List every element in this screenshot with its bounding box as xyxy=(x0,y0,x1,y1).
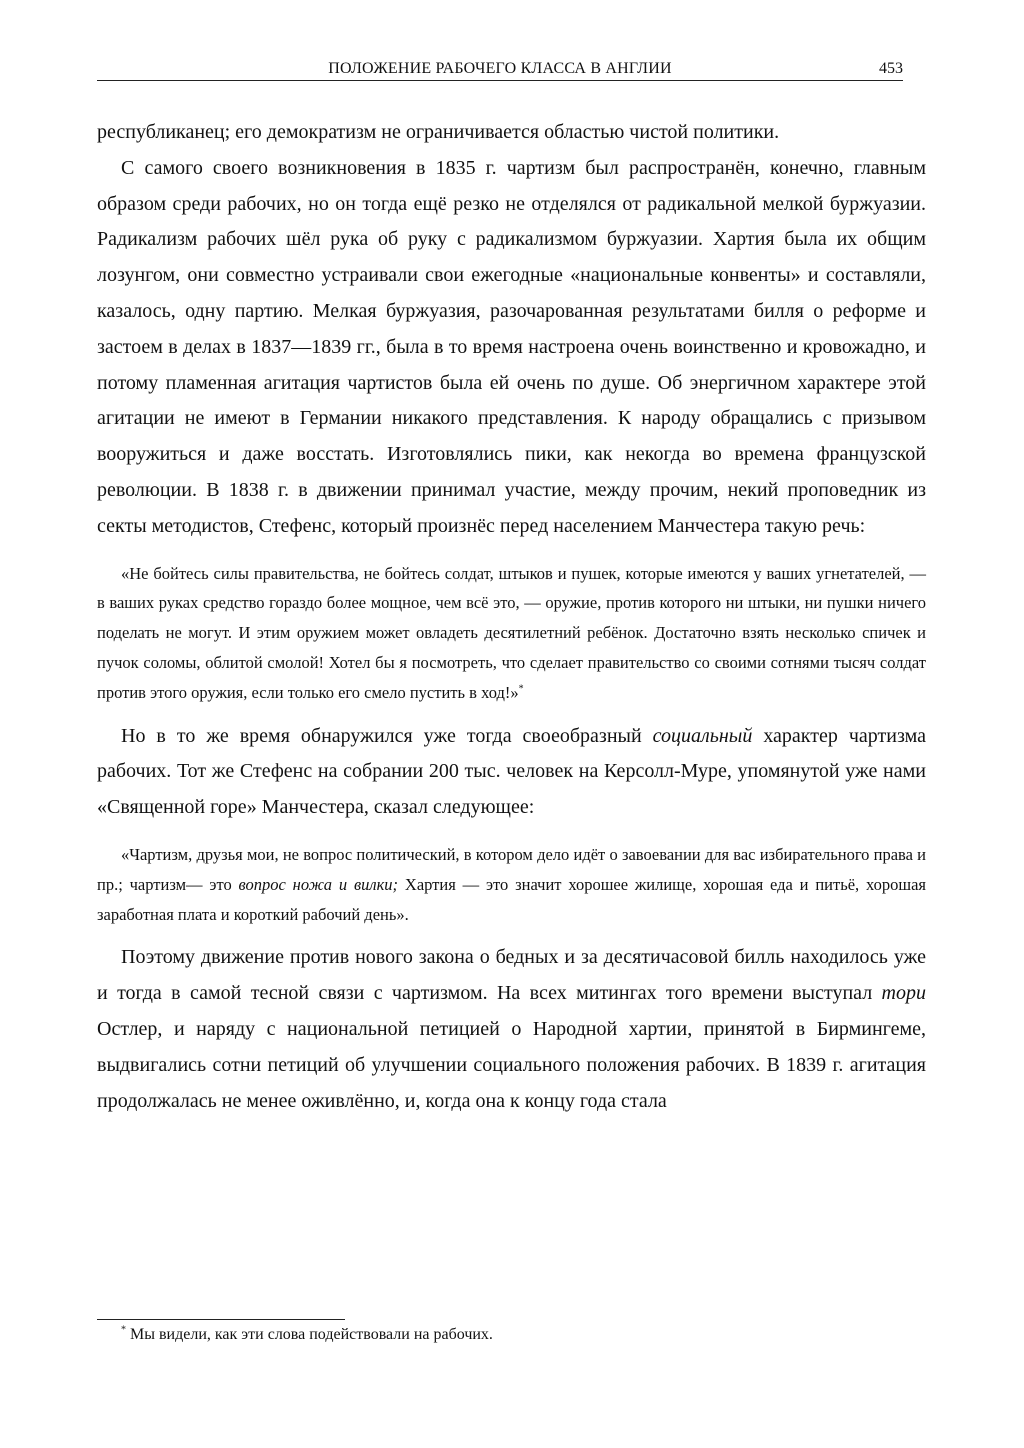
quote-1-text: «Не бойтесь силы правительства, не бойтесь солдат, штыков и пушек, которые имеются у ваших угнетателей, — в ваших руках средство гораздо более мощное, чем всё это, — оружие, против которого ни штыки, ни пушки ничего поделать не могут. И этим оружием может овладеть десятилетний ребёнок. Достаточно взять несколько спичек и пучок соломы, облитой смолой! Хотел бы я посмотреть, что сделает правительство со своими сотнями тысяч солдат против этого оружия, если только его смело пустить в ход!» xyxy=(97,563,926,702)
paragraph-3-part-a: Но в то же время обнаружился уже тогда своеобразный xyxy=(121,724,653,747)
page-number: 453 xyxy=(879,60,903,77)
emphasis-social: социальный xyxy=(652,724,753,747)
paragraph-4-part-a: Поэтому движение против нового закона о бедных и за десятичасовой билль находилось уже и тогда в самой тесной связи с чартизмом. На всех митингах того времени выступал xyxy=(97,946,926,1005)
footnote-text: Мы видели, как эти слова подействовали на рабочих. xyxy=(126,1326,493,1343)
running-header xyxy=(97,58,903,81)
footnote-ref: * xyxy=(518,683,524,695)
emphasis-tory: тори xyxy=(881,982,926,1005)
paragraph-2: С самого своего возникновения в 1835 г. чартизм был распространён, конечно, главным образом среди рабочих, но он тогда ещё резко не отделялся от радикальной мелкой буржуазии. Радикализм рабочих шёл рука об руку с радикализмом буржуазии. Хартия была их общим лозунгом, они совместно устраивали свои ежегодные «национальные конвенты» и составляли, казалось, одну партию. Мелкая буржуазия, разочарованная результатами билля о реформе и застоем в делах в 1837—1839 гг., была в то время настроена очень воинственно и кровожадно, и потому пламенная агитация чартистов была ей очень по душе. Об энергичном характере этой агитации не имеют в Германии никакого представления. К народу обращались с призывом вооружиться и даже восстать. Изготовлялись пики, как некогда во времена французской революции. В 1838 г. в движении принимал участие, между прочим, некий проповедник из секты методистов, Стефенс, который произнёс перед населением Манчестера такую речь: xyxy=(97,156,926,537)
quote-stephens-1 xyxy=(97,559,926,708)
main-text xyxy=(97,115,926,1119)
paragraph-4 xyxy=(97,940,926,1119)
quote-stephens-2 xyxy=(97,840,926,929)
paragraph-3 xyxy=(97,719,926,826)
footnote xyxy=(121,1326,493,1344)
paragraph-3-part-b: характер чартизма рабочих. Тот же Стефенс на собрании 200 тыс. человек на Керсолл-Муре, упомянутой уже нами «Священной горе» Манчестера, сказал следующее: xyxy=(97,724,926,819)
paragraph-4-part-b: Остлер, и наряду с национальной петицией о Народной хартии, принятой в Бирмингеме, выдвигались сотни петиций об улучшении социального положения рабочих. В 1839 г. агитация продолжалась не менее оживлённо, и, когда она к концу года стала xyxy=(97,1017,926,1112)
paragraph-1: республиканец; его демократизм не ограничивается областью чистой политики. xyxy=(97,121,780,143)
emphasis-knife-fork: вопрос ножа и вилки; xyxy=(238,874,399,894)
quote-2-part-b: Хартия — это значит хорошее жилище, хорошая еда и питьё, хорошая заработная плата и короткий рабочий день». xyxy=(97,874,926,924)
footnote-separator xyxy=(97,1319,345,1320)
footnote-mark: * xyxy=(121,1324,126,1336)
quote-2-part-a: «Чартизм, друзья мои, не вопрос политический, в котором дело идёт о завоевании для вас избирательного права и пр.; чартизм— это xyxy=(97,844,926,894)
running-title: ПОЛОЖЕНИЕ РАБОЧЕГО КЛАССА В АНГЛИИ xyxy=(328,60,672,77)
